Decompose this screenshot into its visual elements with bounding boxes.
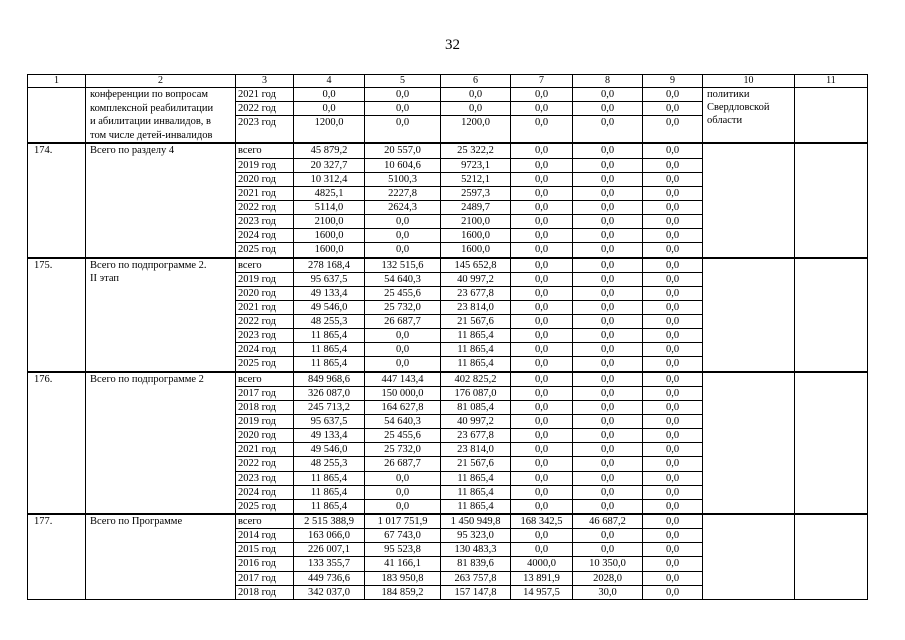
- value-c8: 0,0: [573, 229, 643, 243]
- value-c9: 0,0: [643, 200, 703, 214]
- value-c6: 21 567,6: [441, 457, 511, 471]
- value-c6: 5212,1: [441, 172, 511, 186]
- value-c6: 21 567,6: [441, 315, 511, 329]
- column-header-3: 3: [236, 75, 294, 88]
- value-c7: 0,0: [511, 443, 573, 457]
- value-c4: 245 713,2: [294, 400, 365, 414]
- row-description: Всего по разделу 4: [86, 143, 236, 257]
- value-c5: 132 515,6: [365, 258, 441, 273]
- value-c5: 95 523,8: [365, 543, 441, 557]
- value-c5: 0,0: [365, 471, 441, 485]
- year-cell: 2021 год: [236, 443, 294, 457]
- value-c7: 0,0: [511, 499, 573, 514]
- value-c6: 130 483,3: [441, 543, 511, 557]
- executor-cell: [703, 258, 795, 372]
- value-c8: 0,0: [573, 88, 643, 102]
- value-c7: 0,0: [511, 158, 573, 172]
- year-cell: 2018 год: [236, 400, 294, 414]
- value-c7: 0,0: [511, 300, 573, 314]
- year-cell: 2022 год: [236, 457, 294, 471]
- year-cell: 2014 год: [236, 529, 294, 543]
- value-c5: 183 950,8: [365, 571, 441, 585]
- value-c7: 0,0: [511, 172, 573, 186]
- value-c6: 1600,0: [441, 229, 511, 243]
- value-c7: 0,0: [511, 286, 573, 300]
- row-index: 175.: [28, 258, 86, 372]
- column-header-2: 2: [86, 75, 236, 88]
- budget-table: [27, 74, 868, 600]
- row-description: Всего по подпрограмме 2. II этап: [86, 258, 236, 372]
- value-c6: 23 677,8: [441, 286, 511, 300]
- value-c4: 163 066,0: [294, 529, 365, 543]
- value-c9: 0,0: [643, 485, 703, 499]
- value-c8: 0,0: [573, 143, 643, 158]
- value-c4: 326 087,0: [294, 386, 365, 400]
- value-c4: 48 255,3: [294, 457, 365, 471]
- value-c8: 0,0: [573, 329, 643, 343]
- column-header-10: 10: [703, 75, 795, 88]
- column-header-6: 6: [441, 75, 511, 88]
- notes-cell: [795, 88, 868, 144]
- value-c8: 0,0: [573, 215, 643, 229]
- value-c5: 150 000,0: [365, 386, 441, 400]
- value-c7: 0,0: [511, 272, 573, 286]
- value-c7: 0,0: [511, 329, 573, 343]
- column-header-row: [28, 75, 868, 88]
- row-description: Всего по подпрограмме 2: [86, 372, 236, 514]
- row-description: конференции по вопросам комплексной реабилитации и абилитации инвалидов, в том числе детей-инвалидов: [86, 88, 236, 144]
- value-c8: 0,0: [573, 457, 643, 471]
- year-cell: 2022 год: [236, 315, 294, 329]
- year-cell: 2018 год: [236, 585, 294, 599]
- value-c4: 278 168,4: [294, 258, 365, 273]
- year-cell: 2023 год: [236, 215, 294, 229]
- value-c9: 0,0: [643, 514, 703, 529]
- value-c6: 11 865,4: [441, 499, 511, 514]
- executor-cell: [703, 514, 795, 599]
- year-cell: 2024 год: [236, 485, 294, 499]
- value-c7: 0,0: [511, 400, 573, 414]
- value-c7: 0,0: [511, 215, 573, 229]
- value-c9: 0,0: [643, 443, 703, 457]
- year-cell: 2023 год: [236, 329, 294, 343]
- value-c8: 0,0: [573, 286, 643, 300]
- row-description: Всего по Программе: [86, 514, 236, 599]
- value-c8: 0,0: [573, 186, 643, 200]
- value-c5: 2624,3: [365, 200, 441, 214]
- value-c9: 0,0: [643, 357, 703, 372]
- year-cell: всего: [236, 143, 294, 158]
- value-c9: 0,0: [643, 258, 703, 273]
- column-header-1: 1: [28, 75, 86, 88]
- table-row: [28, 143, 868, 158]
- value-c8: 10 350,0: [573, 557, 643, 571]
- value-c6: 11 865,4: [441, 471, 511, 485]
- value-c5: 0,0: [365, 102, 441, 116]
- value-c5: 25 732,0: [365, 300, 441, 314]
- value-c9: 0,0: [643, 499, 703, 514]
- value-c9: 0,0: [643, 186, 703, 200]
- row-index: [28, 88, 86, 144]
- value-c4: 133 355,7: [294, 557, 365, 571]
- table-row: [28, 258, 868, 273]
- year-cell: 2022 год: [236, 200, 294, 214]
- year-cell: 2021 год: [236, 186, 294, 200]
- value-c8: 0,0: [573, 315, 643, 329]
- value-c9: 0,0: [643, 172, 703, 186]
- value-c9: 0,0: [643, 215, 703, 229]
- row-index: 176.: [28, 372, 86, 514]
- value-c8: 0,0: [573, 158, 643, 172]
- value-c9: 0,0: [643, 116, 703, 144]
- value-c9: 0,0: [643, 329, 703, 343]
- row-index: 174.: [28, 143, 86, 257]
- value-c7: 0,0: [511, 186, 573, 200]
- value-c4: 95 637,5: [294, 272, 365, 286]
- value-c8: 0,0: [573, 300, 643, 314]
- year-cell: 2024 год: [236, 343, 294, 357]
- value-c5: 25 455,6: [365, 429, 441, 443]
- value-c6: 2100,0: [441, 215, 511, 229]
- table-row: [28, 372, 868, 387]
- column-header-8: 8: [573, 75, 643, 88]
- notes-cell: [795, 372, 868, 514]
- value-c8: 0,0: [573, 471, 643, 485]
- value-c6: 1 450 949,8: [441, 514, 511, 529]
- value-c6: 0,0: [441, 102, 511, 116]
- value-c7: 13 891,9: [511, 571, 573, 585]
- value-c6: 23 814,0: [441, 443, 511, 457]
- year-cell: 2022 год: [236, 102, 294, 116]
- value-c4: 2 515 388,9: [294, 514, 365, 529]
- value-c7: 0,0: [511, 200, 573, 214]
- year-cell: 2020 год: [236, 286, 294, 300]
- value-c7: 0,0: [511, 457, 573, 471]
- year-cell: 2023 год: [236, 471, 294, 485]
- value-c4: 5114,0: [294, 200, 365, 214]
- value-c9: 0,0: [643, 243, 703, 258]
- year-cell: 2016 год: [236, 557, 294, 571]
- value-c7: 0,0: [511, 102, 573, 116]
- value-c8: 0,0: [573, 443, 643, 457]
- value-c8: 2028,0: [573, 571, 643, 585]
- value-c4: 20 327,7: [294, 158, 365, 172]
- value-c7: 0,0: [511, 357, 573, 372]
- value-c8: 0,0: [573, 415, 643, 429]
- value-c7: 0,0: [511, 386, 573, 400]
- value-c9: 0,0: [643, 386, 703, 400]
- value-c9: 0,0: [643, 286, 703, 300]
- value-c5: 0,0: [365, 215, 441, 229]
- value-c8: 30,0: [573, 585, 643, 599]
- value-c7: 0,0: [511, 315, 573, 329]
- value-c8: 0,0: [573, 272, 643, 286]
- value-c4: 49 133,4: [294, 286, 365, 300]
- value-c4: 0,0: [294, 88, 365, 102]
- value-c4: 2100,0: [294, 215, 365, 229]
- value-c5: 20 557,0: [365, 143, 441, 158]
- value-c4: 10 312,4: [294, 172, 365, 186]
- value-c9: 0,0: [643, 471, 703, 485]
- value-c4: 1600,0: [294, 243, 365, 258]
- value-c5: 0,0: [365, 88, 441, 102]
- value-c9: 0,0: [643, 158, 703, 172]
- year-cell: 2017 год: [236, 571, 294, 585]
- value-c9: 0,0: [643, 400, 703, 414]
- value-c4: 45 879,2: [294, 143, 365, 158]
- value-c6: 145 652,8: [441, 258, 511, 273]
- year-cell: 2023 год: [236, 116, 294, 144]
- value-c9: 0,0: [643, 229, 703, 243]
- value-c9: 0,0: [643, 315, 703, 329]
- executor-cell: [703, 143, 795, 257]
- value-c7: 168 342,5: [511, 514, 573, 529]
- value-c6: 9723,1: [441, 158, 511, 172]
- value-c4: 1600,0: [294, 229, 365, 243]
- value-c6: 2597,3: [441, 186, 511, 200]
- value-c6: 40 997,2: [441, 415, 511, 429]
- value-c7: 0,0: [511, 471, 573, 485]
- value-c9: 0,0: [643, 300, 703, 314]
- value-c9: 0,0: [643, 415, 703, 429]
- value-c4: 11 865,4: [294, 329, 365, 343]
- value-c4: 4825,1: [294, 186, 365, 200]
- value-c9: 0,0: [643, 343, 703, 357]
- value-c7: 0,0: [511, 88, 573, 102]
- value-c5: 447 143,4: [365, 372, 441, 387]
- value-c8: 0,0: [573, 499, 643, 514]
- value-c7: 0,0: [511, 429, 573, 443]
- value-c4: 11 865,4: [294, 357, 365, 372]
- value-c5: 0,0: [365, 357, 441, 372]
- value-c6: 95 323,0: [441, 529, 511, 543]
- value-c4: 49 133,4: [294, 429, 365, 443]
- value-c8: 46 687,2: [573, 514, 643, 529]
- value-c8: 0,0: [573, 372, 643, 387]
- value-c5: 25 455,6: [365, 286, 441, 300]
- value-c7: 0,0: [511, 415, 573, 429]
- value-c5: 10 604,6: [365, 158, 441, 172]
- value-c7: 4000,0: [511, 557, 573, 571]
- value-c5: 26 687,7: [365, 457, 441, 471]
- notes-cell: [795, 514, 868, 599]
- value-c7: 0,0: [511, 143, 573, 158]
- year-cell: 2025 год: [236, 357, 294, 372]
- table-row: [28, 514, 868, 529]
- column-header-11: 11: [795, 75, 868, 88]
- value-c4: 11 865,4: [294, 485, 365, 499]
- value-c8: 0,0: [573, 357, 643, 372]
- value-c8: 0,0: [573, 116, 643, 144]
- value-c6: 11 865,4: [441, 329, 511, 343]
- value-c6: 81 839,6: [441, 557, 511, 571]
- value-c8: 0,0: [573, 429, 643, 443]
- year-cell: 2025 год: [236, 499, 294, 514]
- value-c5: 164 627,8: [365, 400, 441, 414]
- value-c4: 226 007,1: [294, 543, 365, 557]
- value-c9: 0,0: [643, 143, 703, 158]
- column-header-9: 9: [643, 75, 703, 88]
- value-c8: 0,0: [573, 102, 643, 116]
- value-c6: 11 865,4: [441, 357, 511, 372]
- value-c9: 0,0: [643, 88, 703, 102]
- value-c5: 54 640,3: [365, 415, 441, 429]
- year-cell: 2019 год: [236, 158, 294, 172]
- table-row: [28, 88, 868, 102]
- value-c4: 0,0: [294, 102, 365, 116]
- value-c4: 1200,0: [294, 116, 365, 144]
- value-c7: 0,0: [511, 529, 573, 543]
- value-c5: 26 687,7: [365, 315, 441, 329]
- year-cell: 2020 год: [236, 172, 294, 186]
- value-c6: 25 322,2: [441, 143, 511, 158]
- year-cell: 2015 год: [236, 543, 294, 557]
- value-c6: 402 825,2: [441, 372, 511, 387]
- year-cell: 2017 год: [236, 386, 294, 400]
- value-c5: 54 640,3: [365, 272, 441, 286]
- value-c7: 0,0: [511, 258, 573, 273]
- value-c4: 11 865,4: [294, 471, 365, 485]
- value-c9: 0,0: [643, 102, 703, 116]
- value-c9: 0,0: [643, 557, 703, 571]
- year-cell: 2019 год: [236, 272, 294, 286]
- value-c8: 0,0: [573, 172, 643, 186]
- value-c7: 0,0: [511, 372, 573, 387]
- value-c4: 48 255,3: [294, 315, 365, 329]
- year-cell: 2020 год: [236, 429, 294, 443]
- value-c8: 0,0: [573, 258, 643, 273]
- value-c9: 0,0: [643, 529, 703, 543]
- value-c6: 1600,0: [441, 243, 511, 258]
- value-c7: 0,0: [511, 243, 573, 258]
- year-cell: 2021 год: [236, 88, 294, 102]
- value-c6: 23 814,0: [441, 300, 511, 314]
- value-c4: 49 546,0: [294, 300, 365, 314]
- year-cell: всего: [236, 258, 294, 273]
- value-c6: 157 147,8: [441, 585, 511, 599]
- value-c8: 0,0: [573, 343, 643, 357]
- value-c7: 0,0: [511, 343, 573, 357]
- page-number: 32: [445, 37, 460, 53]
- value-c5: 0,0: [365, 329, 441, 343]
- year-cell: 2024 год: [236, 229, 294, 243]
- value-c7: 0,0: [511, 485, 573, 499]
- value-c7: 14 957,5: [511, 585, 573, 599]
- value-c8: 0,0: [573, 386, 643, 400]
- value-c6: 263 757,8: [441, 571, 511, 585]
- value-c6: 11 865,4: [441, 485, 511, 499]
- value-c8: 0,0: [573, 485, 643, 499]
- value-c4: 11 865,4: [294, 499, 365, 514]
- value-c9: 0,0: [643, 585, 703, 599]
- value-c5: 0,0: [365, 343, 441, 357]
- row-index: 177.: [28, 514, 86, 599]
- value-c5: 0,0: [365, 499, 441, 514]
- column-header-5: 5: [365, 75, 441, 88]
- value-c6: 176 087,0: [441, 386, 511, 400]
- value-c8: 0,0: [573, 400, 643, 414]
- value-c7: 0,0: [511, 116, 573, 144]
- value-c6: 23 677,8: [441, 429, 511, 443]
- value-c7: 0,0: [511, 229, 573, 243]
- value-c5: 1 017 751,9: [365, 514, 441, 529]
- value-c6: 1200,0: [441, 116, 511, 144]
- value-c5: 0,0: [365, 229, 441, 243]
- notes-cell: [795, 258, 868, 372]
- value-c5: 2227,8: [365, 186, 441, 200]
- value-c5: 184 859,2: [365, 585, 441, 599]
- value-c5: 67 743,0: [365, 529, 441, 543]
- value-c8: 0,0: [573, 529, 643, 543]
- value-c4: 95 637,5: [294, 415, 365, 429]
- column-header-4: 4: [294, 75, 365, 88]
- notes-cell: [795, 143, 868, 257]
- value-c4: 49 546,0: [294, 443, 365, 457]
- value-c9: 0,0: [643, 543, 703, 557]
- value-c5: 41 166,1: [365, 557, 441, 571]
- value-c8: 0,0: [573, 200, 643, 214]
- year-cell: 2021 год: [236, 300, 294, 314]
- executor-cell: [703, 372, 795, 514]
- value-c7: 0,0: [511, 543, 573, 557]
- value-c9: 0,0: [643, 457, 703, 471]
- value-c5: 0,0: [365, 243, 441, 258]
- value-c5: 0,0: [365, 116, 441, 144]
- value-c9: 0,0: [643, 372, 703, 387]
- value-c6: 11 865,4: [441, 343, 511, 357]
- value-c9: 0,0: [643, 571, 703, 585]
- value-c5: 25 732,0: [365, 443, 441, 457]
- value-c6: 40 997,2: [441, 272, 511, 286]
- year-cell: 2025 год: [236, 243, 294, 258]
- value-c4: 342 037,0: [294, 585, 365, 599]
- value-c8: 0,0: [573, 243, 643, 258]
- value-c4: 449 736,6: [294, 571, 365, 585]
- value-c5: 5100,3: [365, 172, 441, 186]
- year-cell: 2019 год: [236, 415, 294, 429]
- value-c6: 0,0: [441, 88, 511, 102]
- value-c5: 0,0: [365, 485, 441, 499]
- year-cell: всего: [236, 514, 294, 529]
- value-c8: 0,0: [573, 543, 643, 557]
- year-cell: всего: [236, 372, 294, 387]
- value-c6: 81 085,4: [441, 400, 511, 414]
- value-c9: 0,0: [643, 429, 703, 443]
- value-c6: 2489,7: [441, 200, 511, 214]
- executor-cell: политики Свердловской области: [703, 88, 795, 144]
- value-c4: 11 865,4: [294, 343, 365, 357]
- value-c4: 849 968,6: [294, 372, 365, 387]
- value-c9: 0,0: [643, 272, 703, 286]
- column-header-7: 7: [511, 75, 573, 88]
